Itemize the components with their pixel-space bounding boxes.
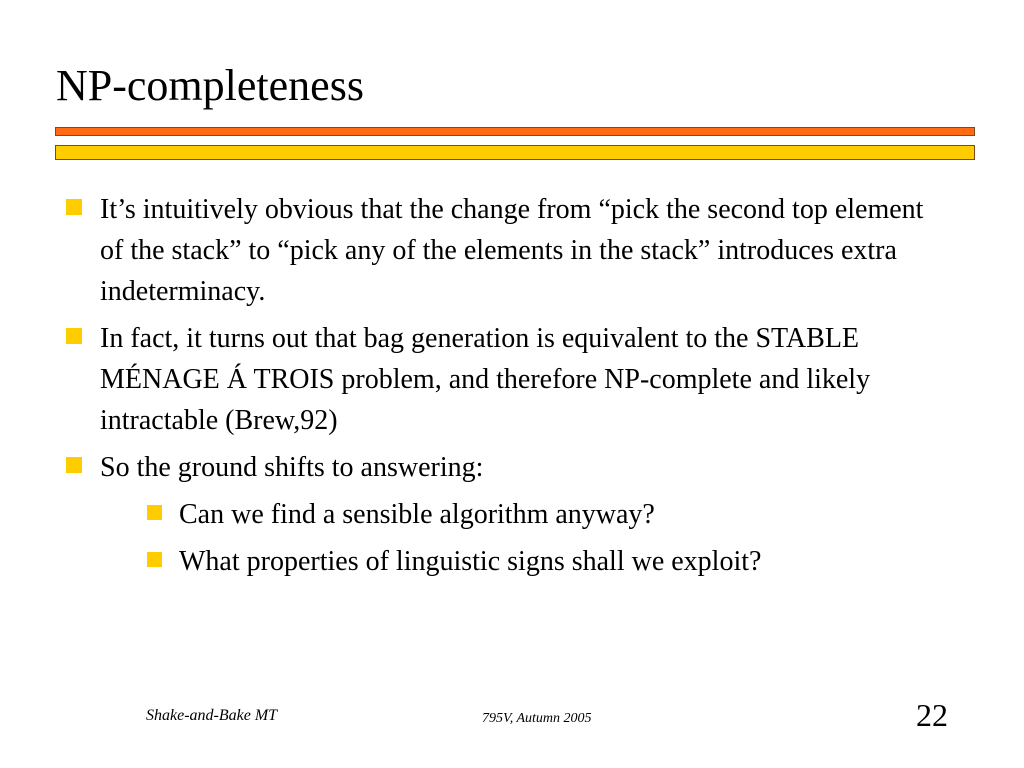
bullet-item <box>66 189 936 312</box>
sub-bullet-text: Can we find a sensible algorithm anyway? <box>179 499 655 530</box>
footer-course-title: Shake-and-Bake MT <box>146 707 278 724</box>
bullet-list <box>66 189 936 588</box>
square-bullet-icon <box>66 199 82 215</box>
sub-bullet-item <box>147 494 936 535</box>
square-bullet-icon <box>66 457 82 473</box>
bullet-item <box>66 318 936 441</box>
footer-course-term: 795V, Autumn 2005 <box>482 711 592 726</box>
sub-bullet-text: What properties of linguistic signs shall we exploit? <box>179 546 762 577</box>
bullet-text: So the ground shifts to answering: <box>100 452 484 483</box>
title-rule-orange <box>55 127 975 136</box>
bullet-text: In fact, it turns out that bag generation is equivalent to the STABLE MÉNAGE Á TROIS problem, and therefore NP-complete and likely intractable (Brew,92) <box>100 323 871 436</box>
slide-title: NP-completeness <box>56 61 364 110</box>
square-bullet-icon <box>147 505 162 520</box>
slide-page-number: 22 <box>916 697 948 733</box>
square-bullet-icon <box>147 552 162 567</box>
title-rule-yellow <box>55 145 975 160</box>
sub-bullet-list <box>100 494 936 582</box>
bullet-item <box>66 447 936 582</box>
bullet-text: It’s intuitively obvious that the change from “pick the second top element of the stack” to “pick any of the elements in the stack” introduces extra indeterminacy. <box>100 194 924 307</box>
square-bullet-icon <box>66 328 82 344</box>
sub-bullet-item <box>147 541 936 582</box>
